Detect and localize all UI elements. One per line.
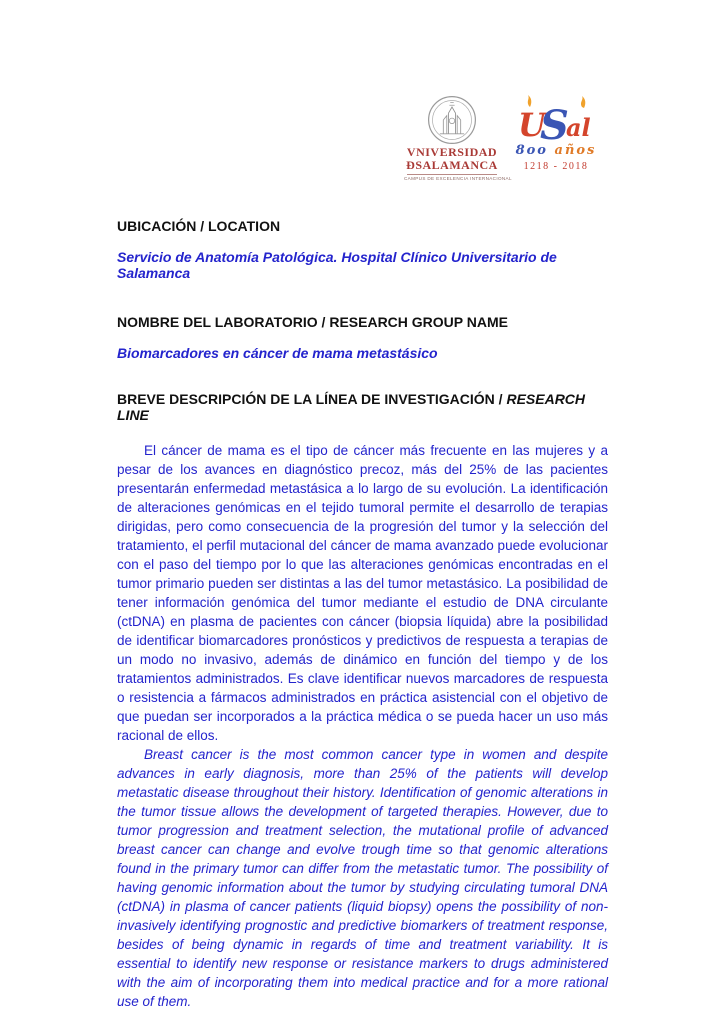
usal-wordmark-divider xyxy=(407,174,497,175)
document-content xyxy=(117,218,608,1011)
lab-name-value: Biomarcadores en cáncer de mama metastásico xyxy=(117,345,438,361)
location-heading: UBICACIÓN / LOCATION xyxy=(117,218,281,234)
research-paragraph-english: Breast cancer is the most common cancer type in women and despite advances in early diagnosis, more than 25% of the patients will develop metastatic disease throughout their history. Identification of genomic alterations in the tumor tissue allows the development of targeted therapies. However, due to tumor progression and treatment selection, the mutational profile of advanced breast cancer can change and evolve trough time so that genomic alterations found in the primary tumor can differ from the metastatic tumor. The possibility of having genomic information about the tumor by studying circulating tumoral DNA (ctDNA) in plasma of cancer patients (liquid biopsy) opens the possibility of non-invasively identifying prognostic and predictive biomarkers of treatment response, besides of being dynamic in regards of time and treatment variability. It is essential to identify new response or resistance markers to drugs administered with the aim of incorporating them into medical practice and for a more rational use of them. xyxy=(117,747,608,1009)
800-anniversary-icon xyxy=(516,94,596,144)
800-anniversary-years: 1218 - 2018 xyxy=(523,161,589,172)
research-line-heading-en: RESEARCH LINE xyxy=(117,391,586,423)
location-value: Servicio de Anatomía Patológica. Hospital Clínico Universitario de Salamanca xyxy=(117,249,557,281)
800-logo-letters-al: al xyxy=(566,113,591,142)
800-subtitle-number: 8oo xyxy=(515,143,548,158)
university-logos xyxy=(404,94,598,181)
usal-seal-icon xyxy=(426,94,478,146)
usal-wordmark-line2: ĐSALAMANCA xyxy=(406,158,498,172)
lab-name-heading: NOMBRE DEL LABORATORIO / RESEARCH GROUP NAME xyxy=(117,314,508,330)
800-subtitle-word: años xyxy=(554,143,597,158)
usal-crest-logo xyxy=(404,94,512,181)
research-line-heading xyxy=(117,391,608,423)
800-anniversary-subtitle xyxy=(514,144,598,158)
usal-tagline: CAMPUS DE EXCELENCIA INTERNACIONAL xyxy=(404,176,512,181)
usal-wordmark-line1: VNIVERSIDAD xyxy=(406,145,498,159)
research-paragraph-spanish: El cáncer de mama es el tipo de cáncer más frecuente en las mujeres y a pesar de los avances en diagnóstico precoz, más del 25% de las pacientes presentarán enfermedad metastásica a lo largo de su evolución. La identificación de alteraciones genómicas en el tejido tumoral permite el desarrollo de terapias dirigidas, pero como consecuencia de la progresión del tumor y la selección del tratamiento, el perfil mutacional del cáncer de mama avanzado puede evolucionar con el paso del tiempo por lo que las alteraciones genómicas encontradas en el tumor primario pueden ser distintas a las del tumor metastásico. La posibilidad de tener información genómica del tumor mediante el estudio de DNA circulante (ctDNA) en plasma de pacientes con cáncer (biopsia líquida) abre la posibilidad de identificar biomarcadores pronósticos y predictivos de respuesta a terapias de un modo no invasivo, además de dinámico en función del tiempo y de los tratamientos administrados. Es clave identificar nuevos marcadores de respuesta o resistencia a fármacos administrados en práctica asistencial con el objetivo de que puedan ser incorporados a la práctica médica o se pueda hacer un uso más racional de ellos. xyxy=(117,443,608,743)
800-anniversary-logo xyxy=(514,94,598,172)
research-line-heading-es: BREVE DESCRIPCIÓN DE LA LÍNEA DE INVESTIGACIÓN / xyxy=(117,391,507,407)
800-logo-letter-s: S xyxy=(540,102,569,144)
800-logo-letter-u: U xyxy=(518,106,546,144)
